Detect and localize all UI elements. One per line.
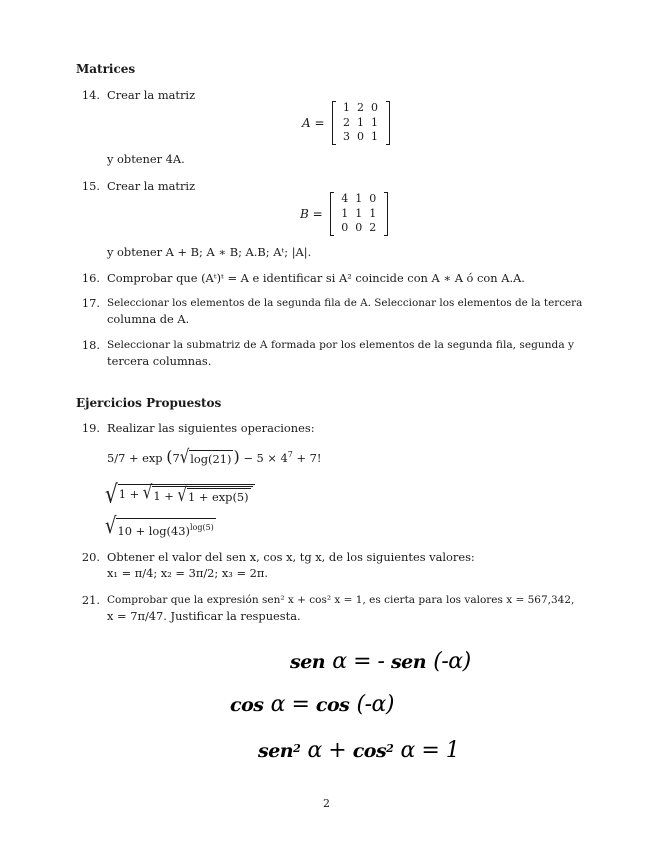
exercise-text: x = 7π/47. Justificar la respuesta.: [107, 609, 301, 623]
matrix-cell: 1: [371, 115, 379, 129]
radical: √ 1 + √ 1 + exp(5): [143, 486, 253, 505]
matrix-a: [302, 101, 390, 145]
matrix-cell: 1: [355, 192, 363, 206]
radical: √ 1 + √ 1 + √ 1 + exp(5): [105, 484, 255, 505]
exercise-number: 19.: [81, 421, 100, 435]
expr-part: 10 + log(43): [117, 524, 190, 538]
matrix-cell: 1: [369, 206, 377, 220]
handwritten-identity-sine: [290, 648, 471, 674]
hand-part: (-α): [433, 649, 471, 674]
matrix-cell: 1: [355, 206, 363, 220]
expr-part: 1 +: [153, 489, 174, 503]
matrix-cell: 1: [357, 115, 365, 129]
matrix-cell: 4: [341, 192, 349, 206]
expression-2: [105, 478, 255, 509]
matrix-cell: 2: [369, 221, 377, 235]
exercise-number: 14.: [81, 88, 100, 102]
radicand: 1 + exp(5): [187, 490, 249, 504]
hand-word: sen: [258, 740, 294, 762]
matrix-cell: 0: [341, 221, 349, 235]
hand-word: sen: [390, 651, 427, 673]
expr-part: 5/7 + exp: [107, 451, 163, 465]
exponent: log(5): [189, 523, 214, 532]
right-bracket: [384, 192, 388, 236]
hand-sup: 2: [386, 742, 394, 755]
radical: √ $10 + \log(43)^{log(5)}$: [105, 512, 214, 540]
matrix-label: B =: [300, 207, 323, 221]
matrix-grid: [338, 192, 380, 236]
hand-part: (-α): [356, 692, 394, 717]
exercise-number: 15.: [81, 179, 100, 193]
exercise-number: 20.: [81, 550, 100, 564]
section-title-matrices: Matrices: [76, 62, 136, 76]
expression-3: [105, 512, 216, 540]
open-paren: (: [166, 447, 173, 466]
matrix-cell: 0: [355, 221, 363, 235]
matrix-cell: 2: [343, 115, 351, 129]
expr-part: − 5 × 4: [243, 451, 288, 465]
hand-word: cos: [315, 694, 350, 716]
matrix-b: [300, 192, 388, 236]
matrix-cell: 0: [357, 130, 365, 144]
hand-sup: 2: [293, 742, 301, 755]
hand-word: sen: [290, 651, 326, 673]
radicand: [116, 518, 215, 539]
exercise-text: Realizar las siguientes operaciones:: [107, 421, 315, 435]
matrix-cell: 2: [357, 101, 365, 115]
handwritten-pythagorean-identity: [258, 737, 459, 763]
right-bracket: [386, 101, 390, 145]
exercise-text: tercera columnas.: [107, 354, 212, 368]
exercise-number: 16.: [81, 271, 100, 285]
page-number: 2: [323, 797, 330, 810]
radical: √ 1 + exp(5): [177, 483, 249, 506]
hand-word: cos: [352, 740, 387, 762]
matrix-label: A =: [302, 116, 325, 130]
matrix-cell: 0: [371, 101, 379, 115]
hand-part: α +: [307, 738, 353, 763]
expr-part: 1 +: [118, 487, 140, 501]
left-bracket: [330, 192, 334, 236]
exercise-number: 17.: [81, 296, 100, 310]
exercise-text: Crear la matriz: [107, 179, 196, 193]
close-paren: ): [233, 447, 240, 466]
radical: √ log(21): [179, 445, 232, 468]
section-title-proposed: Ejercicios Propuestos: [76, 396, 222, 410]
exercise-text: y obtener A + B; A ∗ B; A.B; Aᵗ; |A|.: [107, 245, 312, 259]
expr-part: + 7!: [296, 451, 322, 465]
exponent: 7: [287, 450, 293, 459]
hand-part: α =: [270, 692, 316, 717]
matrix-cell: 1: [371, 130, 379, 144]
hand-part: α = -: [332, 649, 391, 674]
hand-word: cos: [230, 694, 264, 716]
exercise-text: Seleccionar los elementos de la segunda fila de A. Seleccionar los elementos de la tercera: [107, 297, 583, 309]
matrix-cell: 3: [343, 130, 351, 144]
handwritten-identity-cosine: [230, 691, 394, 717]
radicand: [152, 483, 252, 506]
exercise-text: Seleccionar la submatriz de A formada por los elementos de la segunda fila, segunda y: [107, 339, 574, 351]
exercise-text: Crear la matriz: [107, 88, 196, 102]
exercise-text: Obtener el valor del sen x, cos x, tg x, de los siguientes valores:: [107, 550, 475, 564]
exercise-text: Comprobar que (Aᵗ)ᵗ = A e identificar si A² coincide con A ∗ A ó con A.A.: [107, 271, 525, 285]
exercise-text: Comprobar que la expresión sen² x + cos² x = 1, es cierta para los valores x = 567,342,: [107, 594, 575, 606]
matrix-cell: 1: [343, 101, 351, 115]
hand-part: α = 1: [400, 738, 460, 763]
exercise-text: x₁ = π/4; x₂ = 3π/2; x₃ = 2π.: [107, 566, 268, 580]
left-bracket: [332, 101, 336, 145]
exercise-text: columna de A.: [107, 312, 190, 326]
exercise-number: 18.: [81, 338, 100, 352]
exercise-number: 21.: [81, 593, 100, 607]
radicand: log(21): [190, 452, 232, 466]
matrix-grid: [340, 101, 382, 145]
matrix-cell: 0: [369, 192, 377, 206]
matrix-cell: 1: [341, 206, 349, 220]
exercise-text: y obtener 4A.: [107, 152, 185, 166]
radicand: [118, 481, 255, 506]
expression-1: [107, 447, 322, 467]
expr-part: 7: [172, 451, 180, 465]
